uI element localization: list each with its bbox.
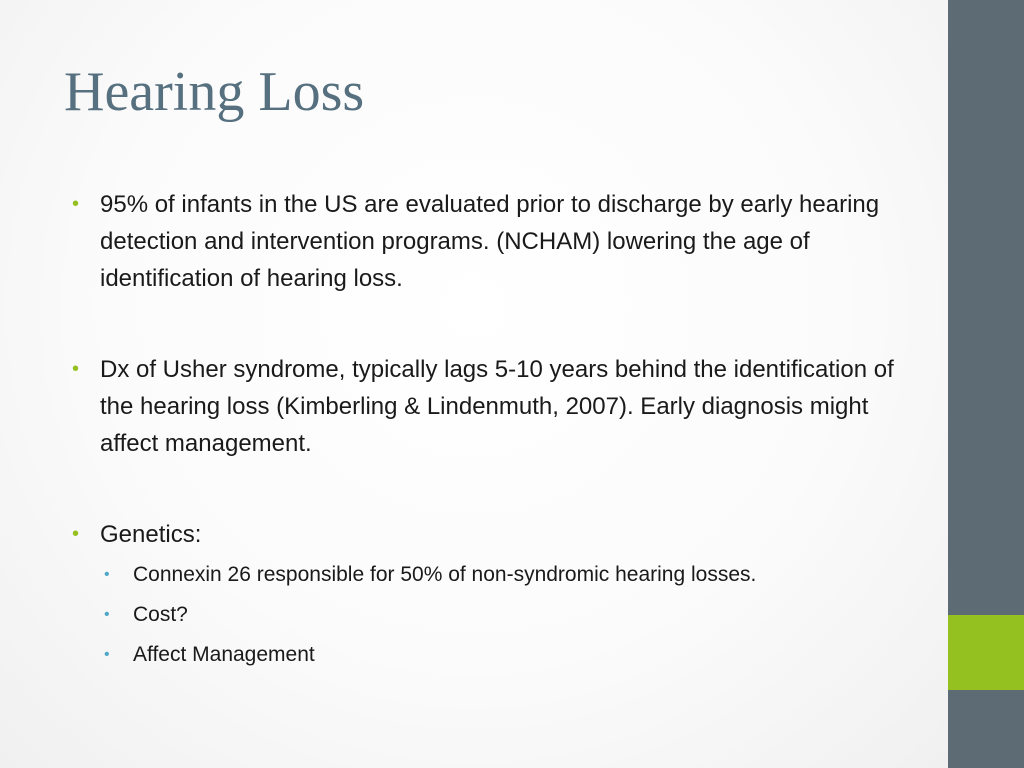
sub-bullet-list bbox=[104, 559, 902, 671]
sub-bullet-icon: • bbox=[104, 566, 110, 583]
sub-bullet-item-management bbox=[104, 639, 902, 671]
bullet-icon: • bbox=[72, 523, 80, 545]
bullet-item-genetics bbox=[72, 516, 902, 553]
bullet-list bbox=[72, 186, 902, 671]
sub-bullet-text: Affect Management bbox=[133, 643, 315, 666]
bullet-icon: • bbox=[72, 193, 80, 215]
sub-bullet-item-connexin bbox=[104, 559, 902, 591]
sub-bullet-item-cost bbox=[104, 599, 902, 631]
bullet-text: Dx of Usher syndrome, typically lags 5-10 years behind the identification of the hearing loss (Kimberling & Lindenmuth, 2007). Early diagnosis might affect management. bbox=[100, 356, 894, 457]
bullet-item-usher bbox=[72, 351, 902, 462]
bullet-text: Genetics: bbox=[100, 521, 202, 548]
bullet-item-ncham bbox=[72, 186, 902, 297]
sub-bullet-text: Connexin 26 responsible for 50% of non-syndromic hearing losses. bbox=[133, 563, 757, 586]
bullet-group-genetics bbox=[72, 516, 902, 671]
sub-bullet-text: Cost? bbox=[133, 603, 188, 626]
slide-title: Hearing Loss bbox=[64, 61, 365, 123]
bullet-text: 95% of infants in the US are evaluated prior to discharge by early hearing detection and intervention programs. (NCHAM) lowering the age of identification of hearing loss. bbox=[100, 191, 880, 292]
sidebar-accent-block bbox=[948, 615, 1024, 690]
bullet-icon: • bbox=[72, 358, 80, 380]
sub-bullet-icon: • bbox=[104, 606, 110, 623]
sub-bullet-icon: • bbox=[104, 646, 110, 663]
